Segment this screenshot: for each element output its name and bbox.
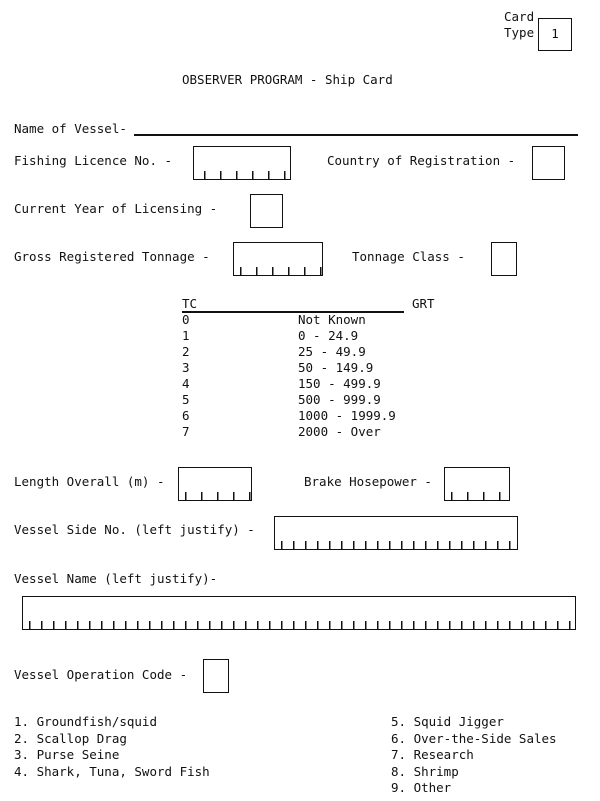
field-ticks bbox=[23, 621, 575, 629]
grt-header: GRT bbox=[412, 296, 435, 311]
table-row bbox=[182, 312, 435, 328]
tc-header: TC bbox=[182, 296, 198, 311]
type-label: Type bbox=[504, 25, 535, 40]
name-of-vessel-line[interactable] bbox=[134, 134, 578, 136]
country-field[interactable] bbox=[532, 146, 565, 180]
tonnage-class-label: Tonnage Class - bbox=[352, 249, 465, 264]
current-year-field[interactable] bbox=[250, 194, 283, 228]
list-item: 3. Purse Seine bbox=[14, 747, 120, 762]
list-item: 7. Research bbox=[391, 747, 474, 762]
tonnage-class-table bbox=[182, 296, 435, 440]
grt-cell: 2000 - Over bbox=[298, 424, 381, 439]
name-of-vessel-label: Name of Vessel- bbox=[14, 121, 127, 136]
brake-horsepower-label: Brake Hosepower - bbox=[304, 474, 432, 489]
vessel-side-no-field[interactable] bbox=[274, 516, 518, 550]
gross-tonnage-label: Gross Registered Tonnage - bbox=[14, 249, 210, 264]
grt-cell: 1000 - 1999.9 bbox=[298, 408, 396, 423]
table-row bbox=[182, 392, 435, 408]
tc-cell: 0 bbox=[182, 312, 190, 327]
tc-cell: 7 bbox=[182, 424, 190, 439]
length-overall-label: Length Overall (m) - bbox=[14, 474, 165, 489]
field-ticks bbox=[275, 541, 517, 549]
current-year-label: Current Year of Licensing - bbox=[14, 201, 218, 216]
vessel-name-field[interactable] bbox=[22, 596, 576, 630]
operation-code-label: Vessel Operation Code - bbox=[14, 667, 188, 682]
fishing-licence-field[interactable] bbox=[193, 146, 291, 180]
field-ticks bbox=[234, 267, 322, 275]
field-ticks bbox=[179, 492, 251, 500]
vessel-name-label: Vessel Name (left justify)- bbox=[14, 571, 218, 586]
card-label: Card bbox=[504, 9, 535, 24]
tc-cell: 4 bbox=[182, 376, 190, 391]
list-item: 5. Squid Jigger bbox=[391, 714, 504, 729]
list-item: 2. Scallop Drag bbox=[14, 730, 127, 746]
tc-cell: 3 bbox=[182, 360, 190, 375]
table-row bbox=[182, 328, 435, 344]
tc-cell: 2 bbox=[182, 344, 190, 359]
table-row bbox=[182, 424, 435, 440]
length-overall-field[interactable] bbox=[178, 467, 252, 501]
list-item: 8. Shrimp bbox=[391, 763, 459, 779]
list-item: 4. Shark, Tuna, Sword Fish bbox=[14, 763, 210, 779]
list-item: 9. Other bbox=[391, 780, 452, 795]
table-row bbox=[182, 360, 435, 376]
country-label: Country of Registration - bbox=[327, 153, 516, 168]
grt-cell: 500 - 999.9 bbox=[298, 392, 381, 407]
tc-cell: 5 bbox=[182, 392, 190, 407]
operation-code-field[interactable] bbox=[203, 659, 229, 693]
table-row bbox=[182, 344, 435, 360]
page-title: OBSERVER PROGRAM - Ship Card bbox=[182, 72, 393, 87]
tc-cell: 6 bbox=[182, 408, 190, 423]
table-row bbox=[182, 408, 435, 424]
card-type-box[interactable] bbox=[538, 18, 572, 51]
field-ticks bbox=[194, 171, 290, 179]
fishing-licence-label: Fishing Licence No. - bbox=[14, 153, 173, 168]
grt-cell: 50 - 149.9 bbox=[298, 360, 374, 375]
grt-cell: 150 - 499.9 bbox=[298, 376, 381, 391]
field-ticks bbox=[445, 492, 509, 500]
card-type-value: 1 bbox=[551, 26, 559, 41]
grt-cell: Not Known bbox=[298, 312, 366, 327]
grt-cell: 25 - 49.9 bbox=[298, 344, 366, 359]
brake-horsepower-field[interactable] bbox=[444, 467, 510, 501]
gross-tonnage-field[interactable] bbox=[233, 242, 323, 276]
vessel-side-no-label: Vessel Side No. (left justify) - bbox=[14, 522, 255, 537]
tonnage-class-field[interactable] bbox=[491, 242, 517, 276]
table-row bbox=[182, 376, 435, 392]
list-item: 1. Groundfish/squid bbox=[14, 714, 157, 729]
tc-cell: 1 bbox=[182, 328, 190, 343]
operation-codes-right bbox=[391, 714, 557, 797]
list-item: 6. Over-the-Side Sales bbox=[391, 730, 557, 746]
operation-codes-left bbox=[14, 714, 210, 780]
grt-cell: 0 - 24.9 bbox=[298, 328, 359, 343]
